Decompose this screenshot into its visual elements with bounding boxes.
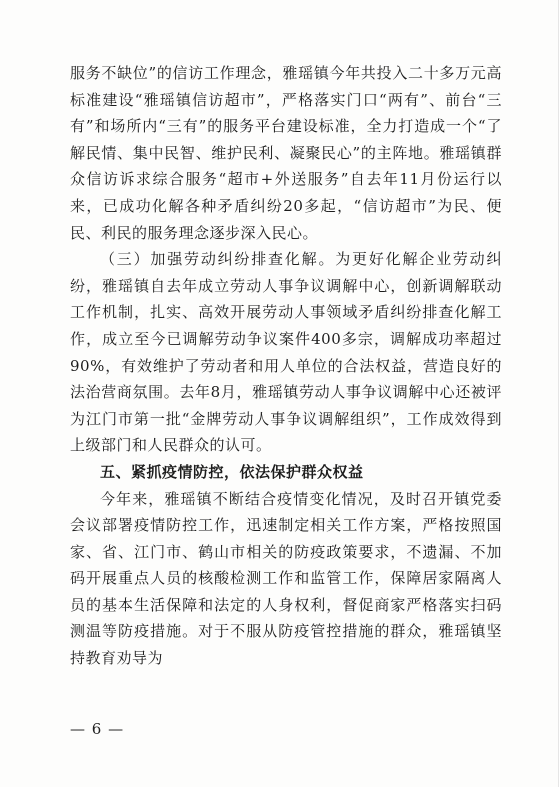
paragraph-labor-dispute <box>70 246 502 459</box>
subsection-title-labor-dispute: （三）加强劳动纠纷排查化解。 <box>100 250 336 269</box>
paragraph-epidemic-control: 今年来，雅瑶镇不断结合疫情变化情况，及时召开镇党委会议部署疫情防控工作，迅速制定相关工作方案，严格按照国家、省、江门市、鹤山市相关的防疫政策要求，不遗漏、不加码开展重点人员的核酸检测工作和监管工作，保障居家隔离人员的基本生活保障和法定的人身权利，督促商家严格落实扫码测温等防疫措施。对于不服从防疫管控措施的群众，雅瑶镇坚持教育劝导为 <box>70 489 502 668</box>
paragraph-petition-supermarket: 服务不缺位”的信访工作理念，雅瑶镇今年共投入二十多万元高标准建设“雅瑶镇信访超市”，严格落实门口“两有”、前台“三有”和场所内“三有”的服务平台建设标准，全力打造成一个“了解民情、集中民智、维护民利、凝聚民心”的主阵地。雅瑶镇群众信访诉求综合服务“超市+外送服务”自去年11月份运行以来，已成功化解各种矛盾纠纷20多起，“信访超市”为民、便民、利民的服务理念逐步深入民心。 <box>70 64 502 242</box>
page-number: — 6 — <box>70 720 125 738</box>
document-body <box>70 60 502 672</box>
section-heading-epidemic-control: 五、紧抓疫情防控，依法保护群众权益 <box>100 462 364 481</box>
paragraph-labor-dispute-body: 为更好化解企业劳动纠纷，雅瑶镇自去年成立劳动人事争议调解中心，创新调解联动工作机制，扎实、高效开展劳动人事领域矛盾纠纷排查化解工作，成立至今已调解劳动争议案件400多宗，调解成功率超过90%，有效维护了劳动者和用人单位的合法权益，营造良好的法治营商氛围。去年8月，雅瑶镇劳动人事争议调解中心还被评为江门市第一批“金牌劳动人事争议调解组织”，工作成效得到上级部门和人民群众的认可。 <box>70 250 502 455</box>
